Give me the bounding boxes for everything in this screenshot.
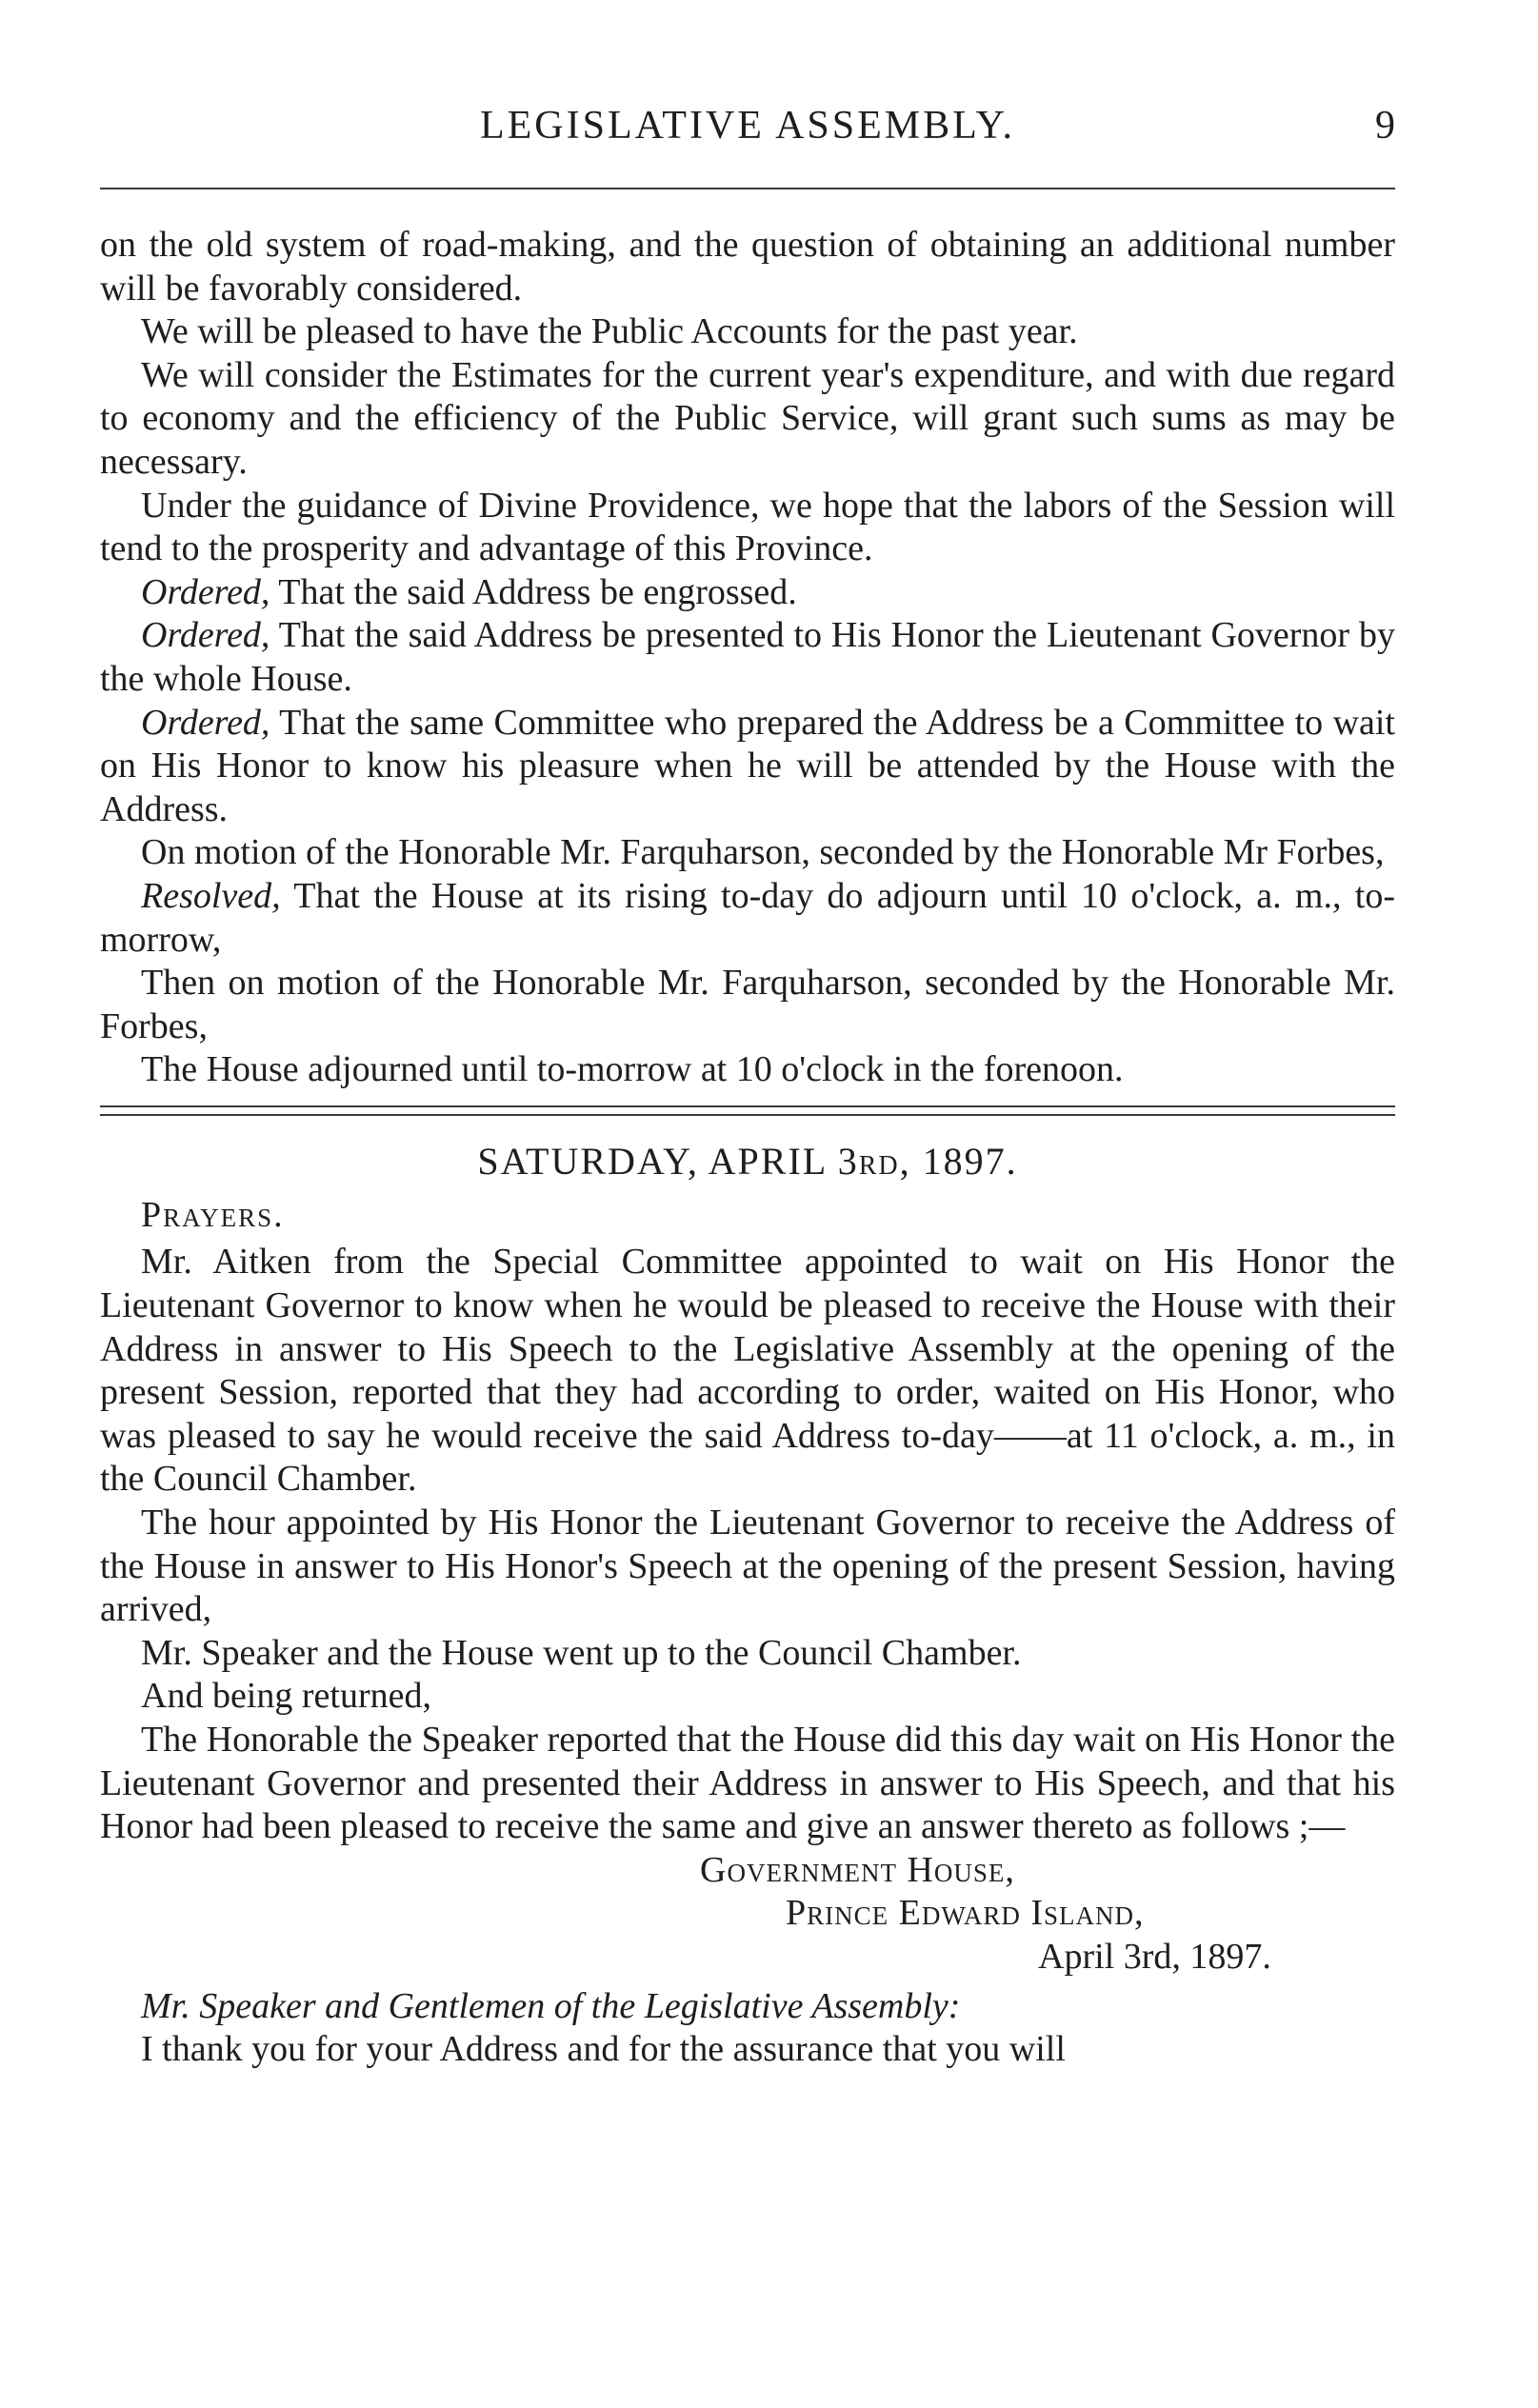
paragraph-speaker-reported: The Honorable the Speaker reported that the House did this day wait on His Honor the Lieutenant Governor and presented their Address in answer to His Speech, and that his Honor had been pleased to receive the same and give an answer thereto as follows ;— xyxy=(100,1720,1395,1847)
header-rule xyxy=(100,188,1395,189)
date-heading-ordinal: rd xyxy=(858,1139,900,1183)
ordered-label: Ordered, xyxy=(141,571,270,612)
date-heading-main: SATURDAY, APRIL 3 xyxy=(477,1139,859,1183)
ordered-label: Ordered, xyxy=(141,615,270,656)
ordered-label: Ordered, xyxy=(141,702,270,743)
signature-date: April 3rd, 1897. xyxy=(1038,1936,1271,1977)
signature-block xyxy=(100,1849,1395,1980)
paragraph-hour-appointed: The hour appointed by His Honor the Lieutenant Governor to receive the Address of the House in answer to His Honor's Speech at the opening of the present Session, having arrived, xyxy=(100,1503,1395,1630)
resolved-label: Resolved, xyxy=(141,875,281,916)
page-number: 9 xyxy=(1375,104,1395,148)
ordered-text: That the said Address be engrossed. xyxy=(270,571,797,612)
paragraph-motion-2: Then on motion of the Honorable Mr. Farquharson, seconded by the Honorable Mr. Forbes, xyxy=(100,963,1395,1046)
running-title: LEGISLATIVE ASSEMBLY. xyxy=(479,104,1016,148)
running-head xyxy=(100,103,1395,160)
paragraph-council-chamber: Mr. Speaker and the House went up to the Council Chamber. xyxy=(141,1632,1022,1673)
ordered-text: That the same Committee who prepared the Address be a Committee to wait on His Honor to know his pleasure when he will be attended by the House with the Address. xyxy=(100,702,1395,829)
paragraph-divine-providence: Under the guidance of Divine Providence, we hope that the labors of the Session will tend to the prosperity and advantage of this Province. xyxy=(100,485,1395,569)
paragraph-ordered-committee xyxy=(100,702,1395,832)
paragraph-resolved xyxy=(100,875,1395,962)
paragraph-public-accounts: We will be pleased to have the Public Accounts for the past year. xyxy=(141,311,1078,352)
body-text xyxy=(100,224,1395,2072)
date-heading-year: , 1897. xyxy=(899,1139,1018,1183)
signature-prince-edward-island: Prince Edward Island, xyxy=(786,1893,1145,1934)
paragraph-road-making: on the old system of road-making, and the question of obtaining an additional number will be favorably considered. xyxy=(100,225,1395,308)
closing-line: I thank you for your Address and for the assurance that you will xyxy=(141,2029,1066,2070)
signature-government-house: Government House, xyxy=(700,1849,1015,1890)
paragraph-aitken-report: Mr. Aitken from the Special Committee appointed to wait on His Honor the Lieutenant Governor to know when he would be pleased to receive the House with their Address in answer to His Speech to the Legislative Assembly at the opening of the present Session, reported that they had according to order, waited on His Honor, who was pleased to say he would receive the said Address to-day——at 11 o'clock, a. m., in the Council Chamber. xyxy=(100,1242,1395,1500)
paragraph-returned: And being returned, xyxy=(141,1676,431,1717)
resolved-text: That the House at its rising to-day do adjourn until 10 o'clock, a. m., to-morrow, xyxy=(100,875,1395,960)
prayers-heading: Prayers. xyxy=(141,1194,285,1235)
paragraph-ordered-presented xyxy=(100,614,1395,701)
paragraph-adjourned: The House adjourned until to-morrow at 10 o'clock in the forenoon. xyxy=(141,1049,1124,1090)
date-heading xyxy=(100,1137,1395,1186)
ordered-text: That the said Address be presented to His Honor the Lieutenant Governor by the whole House. xyxy=(100,615,1395,699)
paragraph-ordered-engrossed xyxy=(100,571,1395,615)
salutation: Mr. Speaker and Gentlemen of the Legislative Assembly: xyxy=(141,1985,961,2026)
paragraph-motion-1: On motion of the Honorable Mr. Farquharson, seconded by the Honorable Mr Forbes, xyxy=(141,832,1385,873)
section-double-rule xyxy=(100,1105,1395,1116)
paragraph-estimates: We will consider the Estimates for the current year's expenditure, and with due regard to economy and the efficiency of the Public Service, will grant such sums as may be necessary. xyxy=(100,354,1395,482)
